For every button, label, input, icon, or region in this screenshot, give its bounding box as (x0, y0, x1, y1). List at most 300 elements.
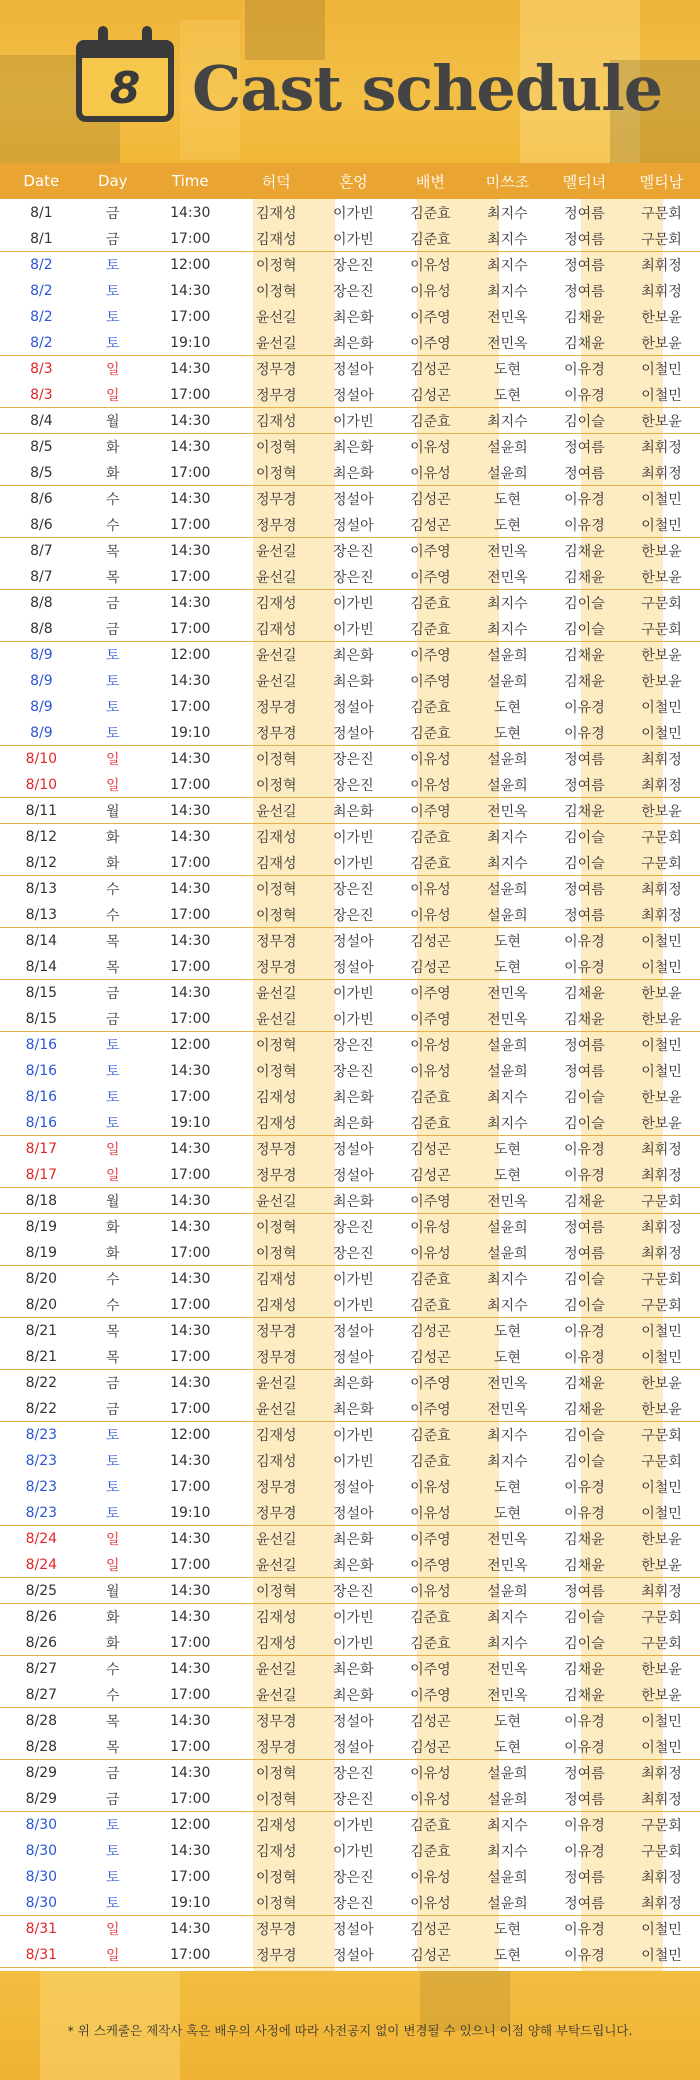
cast-cell: 이유성 (410, 1583, 451, 1600)
cast-cell: 김이슬 (564, 413, 605, 430)
cast-cell: 김재성 (255, 621, 297, 638)
cast-cell: 윤선길 (255, 986, 297, 1002)
cast-cell: 장은진 (333, 907, 374, 924)
calendar-ring (98, 26, 108, 52)
table-row (0, 1864, 700, 1890)
cast-cell: 도현 (493, 1324, 521, 1340)
day-cell: 금 (105, 1766, 120, 1782)
cast-cell: 정여름 (564, 1791, 605, 1808)
header-banner (0, 0, 700, 163)
cast-cell: 최휘정 (641, 1895, 682, 1912)
date-cell: 8/25 (25, 1582, 58, 1599)
time-cell: 17:00 (170, 230, 211, 247)
time-cell: 17:00 (170, 1479, 211, 1495)
time-cell: 17:00 (170, 1166, 211, 1183)
cast-cell: 윤선길 (255, 1193, 297, 1210)
cast-cell: 도현 (493, 1142, 521, 1158)
cast-cell: 최지수 (487, 1428, 528, 1444)
time-cell: 14:30 (170, 1765, 211, 1781)
day-cell: 토 (105, 1454, 120, 1470)
cast-cell: 이정혁 (255, 1895, 297, 1912)
date-cell: 8/8 (30, 620, 53, 637)
date-cell: 8/24 (25, 1531, 58, 1547)
date-cell: 8/19 (25, 1244, 58, 1261)
table-row (0, 1110, 700, 1136)
date-cell: 8/9 (30, 724, 53, 741)
cast-cell: 이가빈 (333, 855, 374, 872)
time-cell: 12:00 (170, 1817, 211, 1833)
cast-cell: 설윤희 (487, 465, 528, 482)
cast-cell: 최은화 (333, 310, 374, 326)
date-cell: 8/17 (25, 1141, 58, 1157)
day-cell: 수 (105, 1662, 120, 1678)
table-row (0, 1422, 700, 1448)
day-cell: 일 (105, 1922, 120, 1938)
cast-cell: 김준효 (410, 725, 451, 742)
table-row (0, 382, 700, 408)
cast-cell: 김이슬 (564, 855, 605, 872)
cast-cell: 도현 (493, 959, 521, 976)
cast-cell: 윤선길 (255, 1687, 297, 1704)
day-cell: 일 (105, 362, 120, 378)
cast-cell: 김재성 (255, 1635, 297, 1652)
table-header (0, 163, 700, 199)
time-cell: 19:10 (170, 724, 211, 741)
cast-cell: 이유성 (410, 284, 451, 300)
cast-cell: 최휘정 (641, 258, 682, 274)
time-cell: 14:30 (170, 1219, 211, 1235)
day-cell: 토 (105, 1480, 120, 1496)
table-row (0, 1084, 700, 1110)
cast-cell: 이가빈 (333, 1454, 374, 1470)
cast-cell: 이유경 (564, 362, 605, 378)
date-cell: 8/28 (25, 1738, 58, 1755)
cast-cell: 이주영 (410, 1662, 451, 1678)
day-cell: 목 (105, 1739, 120, 1756)
table-row (0, 1448, 700, 1474)
table-row (0, 304, 700, 330)
cast-cell: 이가빈 (333, 413, 374, 430)
cast-cell: 정무경 (255, 1947, 297, 1964)
cast-cell: 정무경 (255, 1324, 297, 1340)
cast-cell: 최휘정 (641, 777, 682, 794)
cast-cell: 도현 (493, 387, 521, 404)
table-row (0, 1838, 700, 1864)
day-cell: 일 (105, 1142, 120, 1158)
table-row (0, 252, 700, 278)
cast-cell: 최지수 (487, 258, 528, 274)
cast-cell: 이정혁 (255, 1038, 297, 1054)
table-row (0, 902, 700, 928)
date-cell: 8/1 (30, 230, 53, 247)
cast-cell: 이정혁 (255, 1245, 297, 1262)
time-cell: 14:30 (170, 491, 211, 507)
day-cell: 토 (105, 310, 120, 326)
column-header-role-5: 멜티녀 (562, 172, 607, 191)
date-cell: 8/26 (25, 1609, 58, 1625)
cast-cell: 이유성 (410, 882, 451, 898)
cast-cell: 김채윤 (564, 1557, 605, 1574)
cast-cell: 최휘정 (641, 1791, 682, 1808)
day-cell: 수 (105, 492, 120, 508)
date-cell: 8/9 (30, 673, 53, 689)
cast-cell: 도현 (493, 1922, 521, 1938)
table-row (0, 538, 700, 564)
day-cell: 수 (105, 907, 120, 924)
cast-cell: 정설아 (333, 1324, 374, 1340)
cast-cell: 장은진 (333, 544, 374, 560)
cast-cell: 이유경 (564, 725, 605, 742)
cast-cell: 최은화 (333, 440, 374, 456)
cast-cell: 이유성 (410, 1064, 451, 1080)
day-cell: 화 (105, 1635, 120, 1652)
cast-cell: 정무경 (255, 1167, 297, 1184)
time-cell: 19:10 (170, 1114, 211, 1131)
cast-cell: 윤선길 (255, 648, 297, 664)
schedule-table (0, 163, 700, 1971)
cast-cell: 설윤희 (487, 777, 528, 794)
cast-cell: 이철민 (641, 1038, 682, 1054)
cast-cell: 한보윤 (641, 1401, 682, 1418)
table-row (0, 1136, 700, 1162)
cast-cell: 구문회 (641, 1193, 682, 1210)
cast-cell: 최은화 (333, 335, 374, 352)
cast-cell: 이정혁 (255, 258, 297, 274)
cast-cell: 이철민 (641, 725, 682, 742)
cast-cell: 이유경 (564, 387, 605, 404)
cast-cell: 전민옥 (487, 1193, 528, 1210)
date-cell: 8/10 (25, 751, 58, 767)
cast-cell: 정무경 (255, 1739, 297, 1756)
cast-cell: 정여름 (564, 752, 605, 768)
cast-cell: 장은진 (333, 882, 374, 898)
cast-cell: 이주영 (410, 1557, 451, 1574)
time-cell: 19:10 (170, 1894, 211, 1911)
table-row (0, 1292, 700, 1318)
cast-cell: 김준효 (410, 700, 451, 716)
cast-cell: 정설아 (333, 1739, 374, 1756)
page-title: Cast schedule (192, 52, 663, 125)
cast-cell: 김채윤 (564, 1532, 605, 1548)
cast-cell: 김성곤 (410, 1349, 451, 1366)
cast-cell: 이주영 (410, 1376, 451, 1392)
cast-cell: 최지수 (487, 621, 528, 638)
date-cell: 8/23 (25, 1479, 58, 1495)
day-cell: 수 (105, 882, 120, 898)
cast-cell: 한보윤 (641, 413, 682, 430)
cast-cell: 최지수 (487, 1454, 528, 1470)
time-cell: 14:30 (170, 361, 211, 377)
table-row (0, 850, 700, 876)
cast-cell: 도현 (493, 517, 521, 534)
table-row (0, 824, 700, 850)
cast-cell: 이유경 (564, 959, 605, 976)
cast-cell: 설윤희 (487, 1220, 528, 1236)
cast-cell: 정설아 (333, 700, 374, 716)
date-cell: 8/13 (25, 881, 58, 897)
table-row (0, 772, 700, 798)
cast-cell: 이유성 (410, 907, 451, 924)
cast-cell: 설윤희 (487, 1766, 528, 1782)
cast-cell: 이유성 (410, 440, 451, 456)
cast-cell: 김재성 (255, 596, 297, 612)
cast-cell: 정여름 (564, 1895, 605, 1912)
cast-cell: 이가빈 (333, 1635, 374, 1652)
cast-cell: 김준효 (410, 231, 451, 248)
cast-cell: 김채윤 (564, 1193, 605, 1210)
table-row (0, 408, 700, 434)
time-cell: 17:00 (170, 568, 211, 585)
date-cell: 8/23 (25, 1427, 58, 1443)
date-cell: 8/12 (25, 854, 58, 871)
date-cell: 8/17 (25, 1166, 58, 1183)
cast-cell: 윤선길 (255, 1376, 297, 1392)
cast-cell: 정설아 (333, 387, 374, 404)
cast-cell: 최휘정 (641, 1167, 682, 1184)
calendar-icon (76, 40, 174, 122)
day-cell: 화 (105, 465, 120, 482)
table-row (0, 1318, 700, 1344)
cast-cell: 최휘정 (641, 1766, 682, 1782)
time-cell: 14:30 (170, 1713, 211, 1729)
cast-cell: 정설아 (333, 1505, 374, 1522)
time-cell: 17:00 (170, 1790, 211, 1807)
cast-cell: 설윤희 (487, 907, 528, 924)
cast-cell: 김재성 (255, 1297, 297, 1314)
date-cell: 8/29 (25, 1790, 58, 1807)
date-cell: 8/14 (25, 933, 58, 949)
cast-cell: 이유성 (410, 752, 451, 768)
cast-cell: 최지수 (487, 1297, 528, 1314)
table-body (0, 200, 700, 1968)
date-cell: 8/2 (30, 334, 53, 351)
table-row (0, 1604, 700, 1630)
cast-cell: 이철민 (641, 1505, 682, 1522)
cast-cell: 김재성 (255, 1090, 297, 1106)
cast-cell: 김준효 (410, 1610, 451, 1626)
cast-cell: 이주영 (410, 310, 451, 326)
cast-cell: 정설아 (333, 1922, 374, 1938)
cast-cell: 김재성 (255, 855, 297, 872)
table-row (0, 434, 700, 460)
day-cell: 일 (105, 1947, 120, 1964)
day-cell: 목 (105, 544, 120, 560)
date-cell: 8/3 (30, 386, 53, 403)
cast-cell: 김재성 (255, 206, 297, 222)
day-cell: 일 (105, 752, 120, 768)
cast-cell: 전민옥 (487, 1662, 528, 1678)
day-cell: 월 (105, 413, 120, 430)
time-cell: 12:00 (170, 1427, 211, 1443)
cast-cell: 최지수 (487, 1818, 528, 1834)
table-row (0, 980, 700, 1006)
cast-cell: 장은진 (333, 1583, 374, 1600)
cast-cell: 윤선길 (255, 1662, 297, 1678)
table-row (0, 1240, 700, 1266)
table-row (0, 1162, 700, 1188)
date-cell: 8/26 (25, 1634, 58, 1651)
cast-cell: 도현 (493, 725, 521, 742)
cast-cell: 이정혁 (255, 1064, 297, 1080)
cast-cell: 이주영 (410, 648, 451, 664)
cast-cell: 한보윤 (641, 648, 682, 664)
cast-cell: 김준효 (410, 1090, 451, 1106)
cast-cell: 정여름 (564, 1766, 605, 1782)
cast-cell: 이정혁 (255, 1870, 297, 1886)
cast-cell: 김성곤 (410, 492, 451, 508)
cast-cell: 정무경 (255, 1142, 297, 1158)
cast-cell: 정설아 (333, 1714, 374, 1730)
day-cell: 토 (105, 674, 120, 690)
time-cell: 14:30 (170, 205, 211, 221)
table-row (0, 1526, 700, 1552)
date-cell: 8/3 (30, 361, 53, 377)
table-row (0, 1630, 700, 1656)
cast-cell: 전민옥 (487, 1401, 528, 1418)
footer-banner (0, 1971, 700, 2080)
cast-cell: 최은화 (333, 1193, 374, 1210)
cast-cell: 최지수 (487, 231, 528, 248)
table-row (0, 1396, 700, 1422)
day-cell: 수 (105, 1297, 120, 1314)
time-cell: 14:30 (170, 1141, 211, 1157)
cast-cell: 이유성 (410, 465, 451, 482)
cast-cell: 정무경 (255, 1505, 297, 1522)
cast-cell: 정무경 (255, 362, 297, 378)
cast-cell: 장은진 (333, 1870, 374, 1886)
cast-cell: 최은화 (333, 1662, 374, 1678)
table-row (0, 356, 700, 382)
day-cell: 목 (105, 934, 120, 950)
table-row (0, 746, 700, 772)
cast-cell: 정여름 (564, 1220, 605, 1236)
cast-cell: 이주영 (410, 569, 451, 586)
cast-cell: 이철민 (641, 517, 682, 534)
date-cell: 8/15 (25, 985, 58, 1001)
cast-cell: 김이슬 (564, 1115, 605, 1132)
cast-cell: 정설아 (333, 492, 374, 508)
cast-cell: 최은화 (333, 1401, 374, 1418)
day-cell: 금 (105, 621, 120, 638)
cast-cell: 이주영 (410, 1687, 451, 1704)
cast-cell: 김준효 (410, 1297, 451, 1314)
cast-cell: 이가빈 (333, 206, 374, 222)
cast-cell: 이가빈 (333, 1011, 374, 1028)
column-header-time: Time (171, 172, 209, 190)
cast-cell: 이유경 (564, 1324, 605, 1340)
date-cell: 8/30 (25, 1843, 58, 1859)
cast-cell: 윤선길 (255, 1401, 297, 1418)
table-row (0, 1812, 700, 1838)
cast-cell: 김성곤 (410, 959, 451, 976)
date-cell: 8/23 (25, 1504, 58, 1521)
time-cell: 19:10 (170, 334, 211, 351)
time-cell: 14:30 (170, 1531, 211, 1547)
cast-cell: 김채윤 (564, 1376, 605, 1392)
day-cell: 토 (105, 1064, 120, 1080)
time-cell: 14:30 (170, 412, 211, 429)
cast-cell: 김이슬 (564, 1297, 605, 1314)
cast-cell: 김준효 (410, 413, 451, 430)
cast-cell: 최은화 (333, 1687, 374, 1704)
time-cell: 17:00 (170, 1738, 211, 1755)
cast-cell: 이주영 (410, 335, 451, 352)
cast-cell: 이철민 (641, 959, 682, 976)
table-row (0, 1266, 700, 1292)
cast-cell: 김성곤 (410, 1714, 451, 1730)
cast-cell: 한보윤 (641, 1662, 682, 1678)
cast-cell: 이유경 (564, 1349, 605, 1366)
cast-cell: 이주영 (410, 1532, 451, 1548)
cast-cell: 김재성 (255, 1272, 297, 1288)
day-cell: 금 (105, 1011, 120, 1028)
time-cell: 17:00 (170, 958, 211, 975)
cast-cell: 최휘정 (641, 907, 682, 924)
cast-cell: 정설아 (333, 1947, 374, 1964)
cast-cell: 김준효 (410, 1272, 451, 1288)
cast-cell: 이유경 (564, 1922, 605, 1938)
cast-cell: 김채윤 (564, 544, 605, 560)
cast-cell: 김채윤 (564, 803, 605, 820)
cast-cell: 구문회 (641, 1297, 682, 1314)
cast-cell: 이정혁 (255, 907, 297, 924)
time-cell: 14:30 (170, 439, 211, 455)
day-cell: 목 (105, 1714, 120, 1730)
cast-cell: 윤선길 (255, 1532, 297, 1548)
cast-cell: 구문회 (641, 596, 682, 612)
cast-cell: 이유성 (410, 1245, 451, 1262)
cast-cell: 이철민 (641, 1739, 682, 1756)
cast-cell: 최휘정 (641, 440, 682, 456)
cast-cell: 전민옥 (487, 986, 528, 1002)
table-row (0, 1890, 700, 1916)
table-row (0, 1942, 700, 1968)
cast-cell: 김채윤 (564, 674, 605, 690)
cast-cell: 정무경 (255, 700, 297, 716)
cast-cell: 장은진 (333, 569, 374, 586)
cast-cell: 김채윤 (564, 1662, 605, 1678)
cast-cell: 이유경 (564, 492, 605, 508)
cast-cell: 구문회 (641, 1454, 682, 1470)
cast-cell: 최지수 (487, 413, 528, 430)
day-cell: 목 (105, 959, 120, 976)
date-cell: 8/31 (25, 1946, 58, 1963)
cast-cell: 도현 (493, 1480, 521, 1496)
cast-cell: 구문회 (641, 1818, 682, 1834)
date-cell: 8/9 (30, 647, 53, 663)
cast-cell: 이정혁 (255, 1766, 297, 1782)
cast-cell: 김이슬 (564, 1428, 605, 1444)
time-cell: 14:30 (170, 1271, 211, 1287)
day-cell: 수 (105, 517, 120, 534)
cast-cell: 김재성 (255, 413, 297, 430)
cast-cell: 구문회 (641, 1428, 682, 1444)
cast-cell: 이가빈 (333, 231, 374, 248)
date-cell: 8/21 (25, 1323, 58, 1339)
cast-cell: 정무경 (255, 725, 297, 742)
cast-cell: 전민옥 (487, 1532, 528, 1548)
date-cell: 8/31 (25, 1921, 58, 1937)
cast-cell: 한보윤 (641, 1687, 682, 1704)
cast-cell: 정여름 (564, 284, 605, 300)
cast-cell: 김준효 (410, 855, 451, 872)
cast-cell: 구문회 (641, 621, 682, 638)
table-row (0, 1578, 700, 1604)
cast-cell: 이정혁 (255, 284, 297, 300)
cast-cell: 이유성 (410, 1870, 451, 1886)
cast-cell: 장은진 (333, 1895, 374, 1912)
cast-cell: 이유경 (564, 1505, 605, 1522)
